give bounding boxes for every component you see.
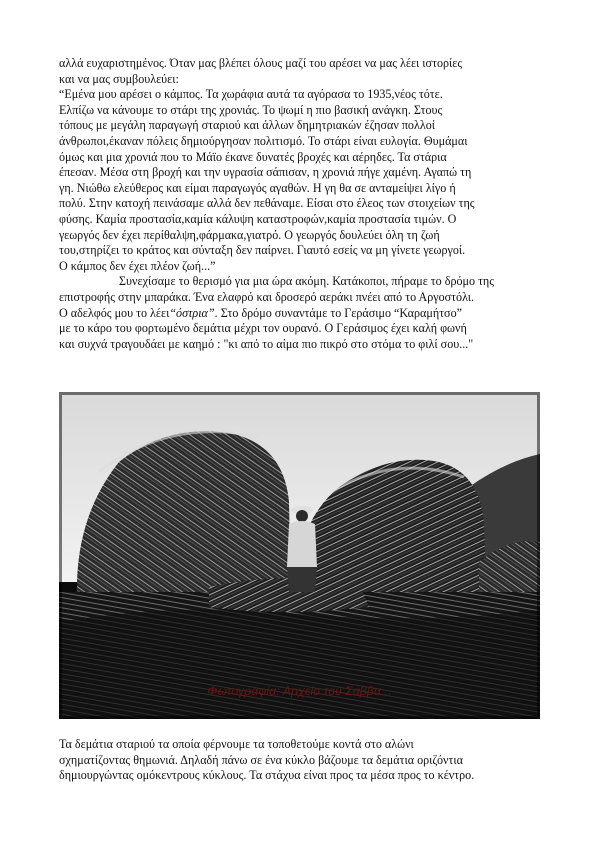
- text-line: γη. Νιώθω ελεύθερος και είμαι παραγωγός αγαθών. Η γη θα σε ανταμείψει λίγο ή: [59, 180, 456, 195]
- text-line: όμως και μια χρονιά που το Μάϊο έκανε δυνατές βροχές και αέρηδες. Τα στάρια: [59, 149, 447, 164]
- caption-paragraph: [59, 737, 549, 784]
- caption-line: δημιουργώντας ομόκεντρους κύκλους. Τα στάχυα είναι προς τα μέσα προς το κέντρο.: [59, 768, 475, 783]
- text-line: άνθρωποι,έκαναν πόλεις δημιούργησαν πολιτισμό. Το στάρι είναι ευλογία. Θυμάμαι: [59, 133, 468, 148]
- text-line: [59, 306, 462, 320]
- text-line: Συνεχίσαμε το θερισμό για μια ώρα ακόμη. Κατάκοποι, πήραμε το δρόμο της: [119, 274, 495, 289]
- text-line: έπεσαν. Μέσα στη βροχή και την υγρασία σάπισαν, η χρονιά πήγε χαμένη. Αγαπώ τη: [59, 165, 472, 180]
- text-line: τόπους με μεγάλη παραγωγή σταριού και άλλων δημητριακών έζησαν πολλοί: [59, 118, 436, 133]
- text-fragment: Ο αδελφός μου το λέει: [59, 305, 170, 320]
- text-line: με το κάρο του φορτωμένο δεμάτια μέχρι τον ουρανό. Ο Γεράσιμος έχει καλή φωνή: [59, 321, 467, 336]
- paragraph-return: [59, 274, 539, 352]
- photo-caption: [59, 737, 549, 784]
- text-line: και να μας συμβουλεύει:: [59, 71, 179, 86]
- caption-line: σχηματίζοντας θημωνιά. Δηλαδή πάνω σε ένα κύκλο βάζουμε τα δεμάτια οριζόντια: [59, 752, 463, 767]
- text-line: Ελπίζω να κάνουμε το στάρι της χρονιάς. Το ψωμί η πιο βασική ανάγκη. Στους: [59, 102, 443, 117]
- text-fragment: . Στο δρόμο συναντάμε το Γεράσιμο “Καραμήτσο”: [214, 305, 462, 320]
- text-line: “Εμένα μου αρέσει ο κάμπος. Τα χωράφια αυτά τα αγόρασα το 1935,νέος τότε.: [59, 87, 443, 102]
- ostria-word: “όστρια”: [169, 305, 215, 320]
- text-line: Ο κάμπος δεν έχει πλέον ζωή...”: [59, 258, 216, 273]
- photo-watermark: Φωτογραφία: Αρχείο του Σαββα...: [207, 684, 392, 698]
- text-line: του,στηρίζει το κράτος και σύνταξη δεν παίρνει. Γιαυτό εσείς να μη γίνετε γεωργοί.: [59, 243, 466, 258]
- body-text: [59, 56, 539, 352]
- caption-line: Τα δεμάτια σταριού τα οποία φέρνουμε τα τοποθετούμε κοντά στο αλώνι: [59, 737, 414, 751]
- haystack-photo: [59, 392, 540, 719]
- text-line: και συχνά τραγουδάει με καημό : "κι από το αίμα πιο πικρό στο στόμα το φιλί σου...": [59, 336, 474, 351]
- photo-illustration: [59, 392, 540, 719]
- text-line: επιστροφής στην μπαράκα. Ένα ελαφρό και δροσερό αεράκι πνέει από το Αργοστόλι.: [59, 289, 475, 304]
- text-line: αλλά ευχαριστημένος. Όταν μας βλέπει όλους μαζί του αρέσει να μας λέει ιστορίες: [59, 56, 463, 70]
- text-line: γεωργός δεν έχει περίθαλψη,φάρμακα,γιατρό. Ο γεωργός δουλεύει όλη τη ζωή: [59, 227, 440, 242]
- text-line: πολύ. Στην κατοχή πεινάσαμε αλλά δεν πεθάναμε. Είσαι στο έλεος των στοιχείων της: [59, 196, 475, 211]
- paragraph-quote: [59, 87, 539, 274]
- paragraph-intro: [59, 56, 539, 87]
- text-line: φύσης. Καμία προστασία,καμία κάλυψη καταστροφών,καμία προστασία τιμών. Ο: [59, 211, 457, 226]
